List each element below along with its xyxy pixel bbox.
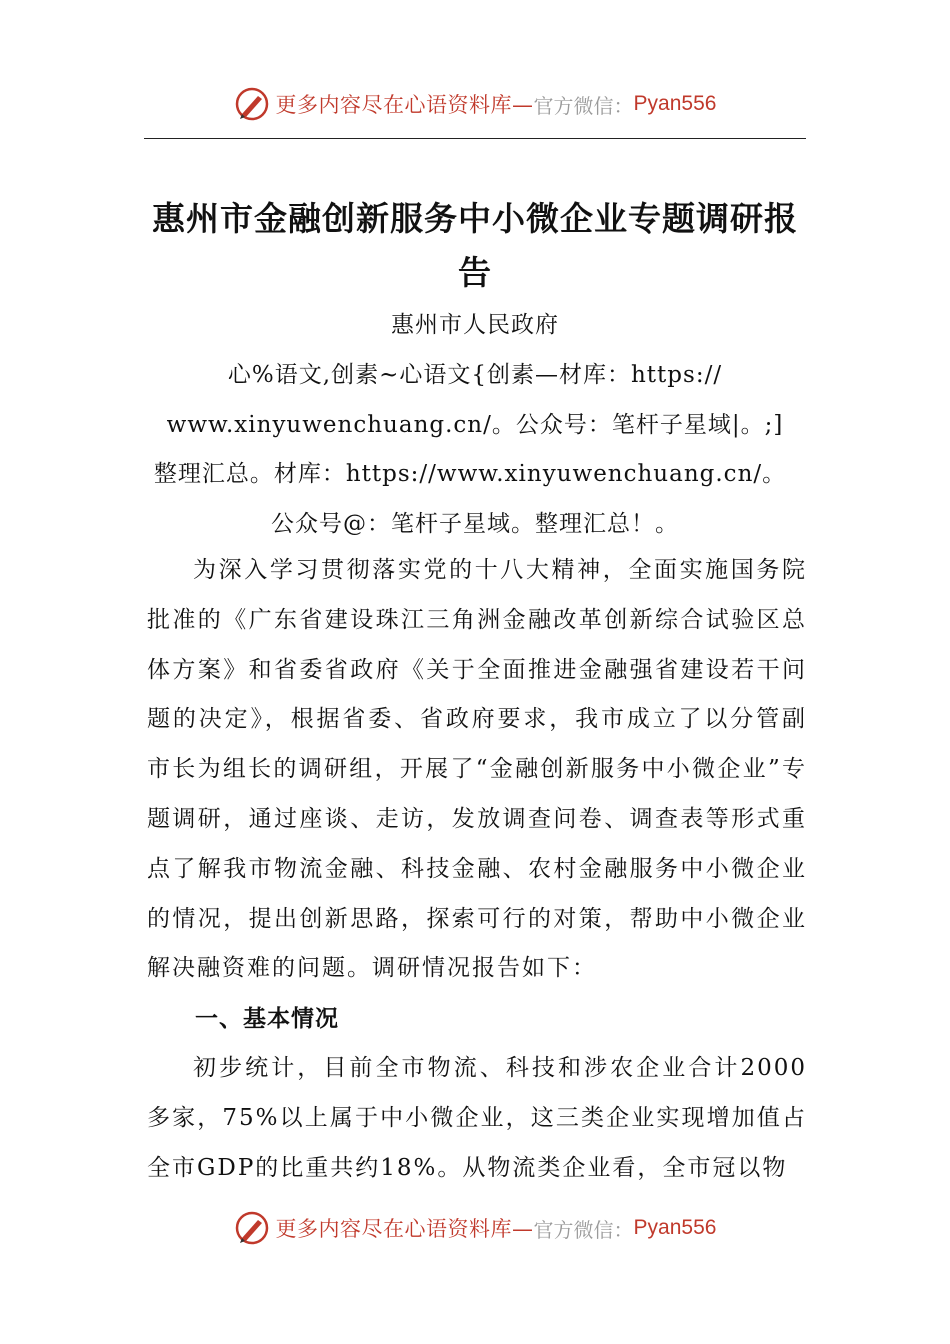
source-line-1: 心%语文,创素~心语文{创素—材库：https:// (227, 362, 723, 388)
source-line-3: 整理汇总。材库：https://www.xinyuwenchuang.cn/。 (153, 461, 787, 487)
banner-text: 更多内容尽在心语资料库— (275, 1217, 534, 1241)
pen-logo-icon (234, 86, 270, 122)
banner-wechat-label: 官方微信： (533, 93, 634, 118)
document-title: 惠州市金融创新服务中小微企业专题调研报告 (152, 199, 798, 292)
source-line-4: 公众号@：笔杆子星域。整理汇总！。 (271, 511, 679, 537)
banner-text: 更多内容尽在心语资料库— (275, 93, 534, 117)
footer-banner (0, 1208, 950, 1248)
banner-wechat-label: 官方微信： (533, 1217, 634, 1242)
banner-wechat-id: Pyan556 (633, 92, 717, 115)
section-paragraph: 初步统计，目前全市物流、科技和涉农企业合计2000多家，75%以上属于中小微企业，这三类企业实现增加值占全市GDP的比重共约18%。从物流类企业看，全市冠以物 (147, 1055, 807, 1181)
header-banner (0, 84, 950, 124)
header-divider (144, 138, 806, 139)
document-author: 惠州市人民政府 (391, 312, 559, 338)
intro-paragraph: 为深入学习贯彻落实党的十八大精神，全面实施国务院批准的《广东省建设珠江三角洲金融改革创新综合试验区总体方案》和省委省政府《关于全面推进金融强省建设若干问题的决定》，根据省委、省政府要求，我市成立了以分管副市长为组长的调研组，开展了“金融创新服务中小微企业”专题调研，通过座谈、走访，发放调查问卷、调查表等形式重点了解我市物流金融、科技金融、农村金融服务中小微企业的情况，提出创新思路，探索可行的对策，帮助中小微企业解决融资难的问题。调研情况报告如下： (147, 557, 807, 982)
section-heading: 一、基本情况 (195, 1006, 339, 1032)
source-line-2: www.xinyuwenchuang.cn/。公众号：笔杆子星域|。;] (166, 412, 784, 438)
pen-logo-icon (234, 1210, 270, 1246)
banner-wechat-id: Pyan556 (633, 1216, 717, 1239)
